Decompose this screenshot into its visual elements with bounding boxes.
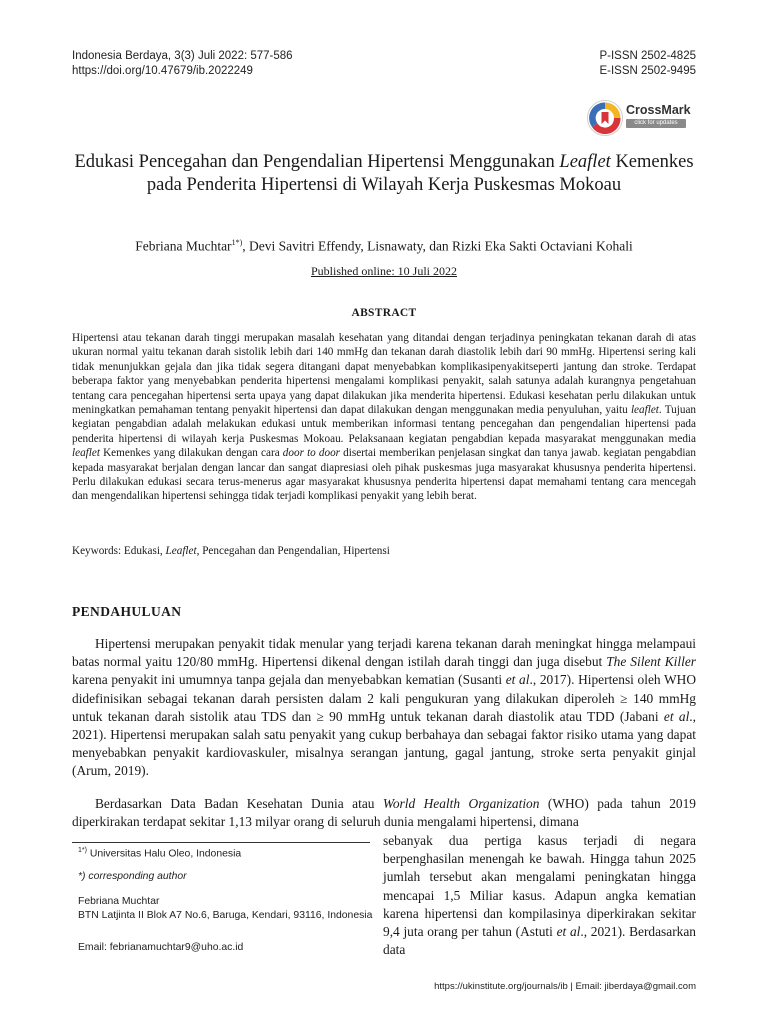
paragraph-text: ., 2021). Berdasarkan data: [383, 924, 697, 958]
paragraph-italic: et al: [505, 672, 530, 688]
abstract-heading: ABSTRACT: [351, 307, 417, 319]
title-italic: Leaflet: [559, 152, 611, 172]
affiliation-mark: 1*): [78, 847, 87, 854]
title-part-2: Kemenkes pada Penderita Hipertensi di Wilayah Kerja Puskesmas Mokoau: [146, 152, 694, 195]
first-author-affiliation-mark: 1*): [231, 238, 243, 247]
journal-header-left: [72, 49, 392, 79]
footnote-divider: [72, 842, 370, 843]
keywords: [72, 545, 696, 557]
paragraph-text: ., 2021). Hipertensi merupakan salah satu penyakit yang cukup berbahaya dan sebagai faktor risiko utama yang dapat menyebabkan penyakit kardiovaskuler, misalnya serangan jantung, gagal jantung, stroke serta penyakit ginjal (Arum, 2019).: [72, 708, 696, 779]
author-list: [72, 234, 696, 256]
abstract-italic: leaflet: [630, 404, 659, 417]
footnote-address-block: [78, 895, 376, 922]
p-issn: P-ISSN 2502-4825: [599, 50, 696, 62]
page-footer[interactable]: https://ukinstitute.org/journals/ib | Email: jiberdaya@gmail.com: [434, 981, 696, 992]
section-heading: PENDAHULUAN: [72, 604, 182, 619]
crossmark-icon: [586, 99, 624, 137]
abstract-text: Kemenkes yang dilakukan dengan cara: [99, 447, 283, 460]
intro-paragraph-2-continued: [383, 832, 696, 959]
footnote-email[interactable]: Email: febrianamuchtar9@uho.ac.id: [78, 942, 244, 953]
paragraph-italic: The Silent Killer: [606, 654, 696, 670]
journal-citation: Indonesia Berdaya, 3(3) Juli 2022: 577-586: [72, 50, 293, 62]
crossmark-sublabel: click for updates: [626, 119, 686, 128]
published-date: [72, 264, 696, 279]
keyword-italic: Leaflet: [165, 545, 197, 557]
e-issn: E-ISSN 2502-9495: [599, 65, 696, 77]
abstract-body: [72, 331, 696, 504]
abstract-text: Hipertensi atau tekanan darah tinggi merupakan masalah kesehatan yang ditandai dengan terjadinya peningkatan tekanan darah di atas ukuran normal yaitu tekanan darah sistolik lebih dari 140 mmHg dan tekanan darah diastolik lebih dari 90 mmHg. Hipertensi sering kali tidak menunjukkan gejala dan jika tidak segera ditangani dapat menyebabkan komplikasipenyakitseperti jantung dan stroke. Terdapat beberapa faktor yang menyebabkan penderita hipertensi mengalami komplikasi penyakit, salah satunya adalah kurangnya pengetahuan tentang cara pencegahan hipertensi serta upaya yang dapat dilakukan jika menderita hipertensi. Edukasi kesehatan perlu dilakukan untuk meningkatkan pemahaman tentang penyakit hipertensi dan dapat dilakukan dengan menggunakan media penyuluhan, yaitu: [72, 332, 696, 417]
paragraph-italic: et al: [556, 924, 581, 940]
intro-paragraph-2: [72, 795, 696, 831]
paragraph-text: karena penyakit ini umumnya tanpa gejala dan menyebabkan kematian (Susanti: [72, 672, 506, 688]
paragraph-italic: et al: [663, 708, 690, 724]
crossmark-label: CrossMark: [626, 103, 691, 117]
keyword: Edukasi,: [123, 545, 166, 557]
intro-paragraph-1: [72, 635, 696, 781]
affiliation-text: Universitas Halu Oleo, Indonesia: [86, 848, 242, 860]
crossmark-badge[interactable]: [586, 99, 698, 139]
article-title: [72, 151, 696, 197]
footnote-corresponding: *) corresponding author: [78, 871, 187, 882]
paragraph-italic: World Health Organization: [382, 796, 540, 811]
corresponding-name: Febriana Muchtar: [78, 896, 160, 907]
published-text: Published online: 10 Juli 2022: [310, 264, 457, 278]
footnote-affiliation: [78, 844, 376, 861]
abstract-text: . Tujuan kegiatan pengabdian adalah melakukan edukasi untuk memberikan informasi tentang pencegahan dan pengendalian hipertensi pada penderita hipertensi di wilayah kerja Puskesmas Mokoau. Pelaksanaan kegiatan pengabdian kepada masyarakat menggunakan media: [72, 404, 697, 445]
doi-link[interactable]: https://doi.org/10.47679/ib.2022249: [72, 65, 253, 77]
paragraph-text: ., 2017). Hipertensi oleh WHO didefinisikan sebagai tekanan darah persisten dalam 2 kali pengukuran yang dilakukan diperoleh ≥ 140 mmHg untuk tekanan darah sistolik atau TDS dan ≥ 90 mmHg untuk tekanan darah diastolik atau TDD (Jabani: [72, 672, 696, 724]
first-author: Febriana Muchtar: [135, 238, 232, 254]
paragraph-text: (WHO) pada tahun 2019 diperkirakan terdapat sekitar 1,13 milyar orang di seluruh dunia mengalami hipertensi, dimana: [72, 796, 696, 830]
paragraph-text: Hipertensi merupakan penyakit tidak menular yang terjadi karena tekanan darah meningkat hingga melampaui batas normal yaitu 120/80 mmHg. Hipertensi dikenal dengan istilah darah tinggi dan juga disebut: [72, 636, 696, 670]
paragraph-text: sebanyak dua pertiga kasus terjadi di negara berpenghasilan menengah ke bawah. Hingga tahun 2025 jumlah tersebut akan mengalami peningkatan hingga mencapai 1,5 Miliar kasus. Adapun angka kematian karena hipertensi dan kompilasinya diperkirakan sekitar 9,4 juta orang per tahun (Astuti: [383, 833, 696, 940]
abstract-text: disertai memberikan penjelasan singkat dan tanya jawab. kegiatan pengabdian kepada masyarakat berjalan dengan lancar dan sangat diapresiasi oleh pihak puskesmas juga masyarakat khususnya penderita hipertensi. Perlu dilakukan edukasi secara terus-menerus agar masyarakat khususnya penderita hipertensi dapat memahami tentang cara mencegah dan mengendalikan hipertensi sehingga tidak terjadi komplikasi penyakit yang lebih berat.: [72, 447, 696, 503]
journal-header-right: [496, 49, 696, 79]
abstract-italic: leaflet: [72, 447, 100, 460]
keywords-label: Keywords:: [72, 545, 124, 557]
paragraph-text: Berdasarkan Data Badan Kesehatan Dunia atau: [95, 796, 383, 811]
keyword: , Pencegahan dan Pengendalian, Hipertensi: [196, 545, 390, 557]
title-part-1: Edukasi Pencegahan dan Pengendalian Hipertensi Menggunakan: [74, 152, 560, 172]
other-authors: , Devi Savitri Effendy, Lisnawaty, dan Rizki Eka Sakti Octaviani Kohali: [242, 238, 633, 254]
corresponding-address: BTN Latjinta II Blok A7 No.6, Baruga, Kendari, 93116, Indonesia: [78, 909, 373, 921]
abstract-italic: door to door: [282, 447, 341, 460]
